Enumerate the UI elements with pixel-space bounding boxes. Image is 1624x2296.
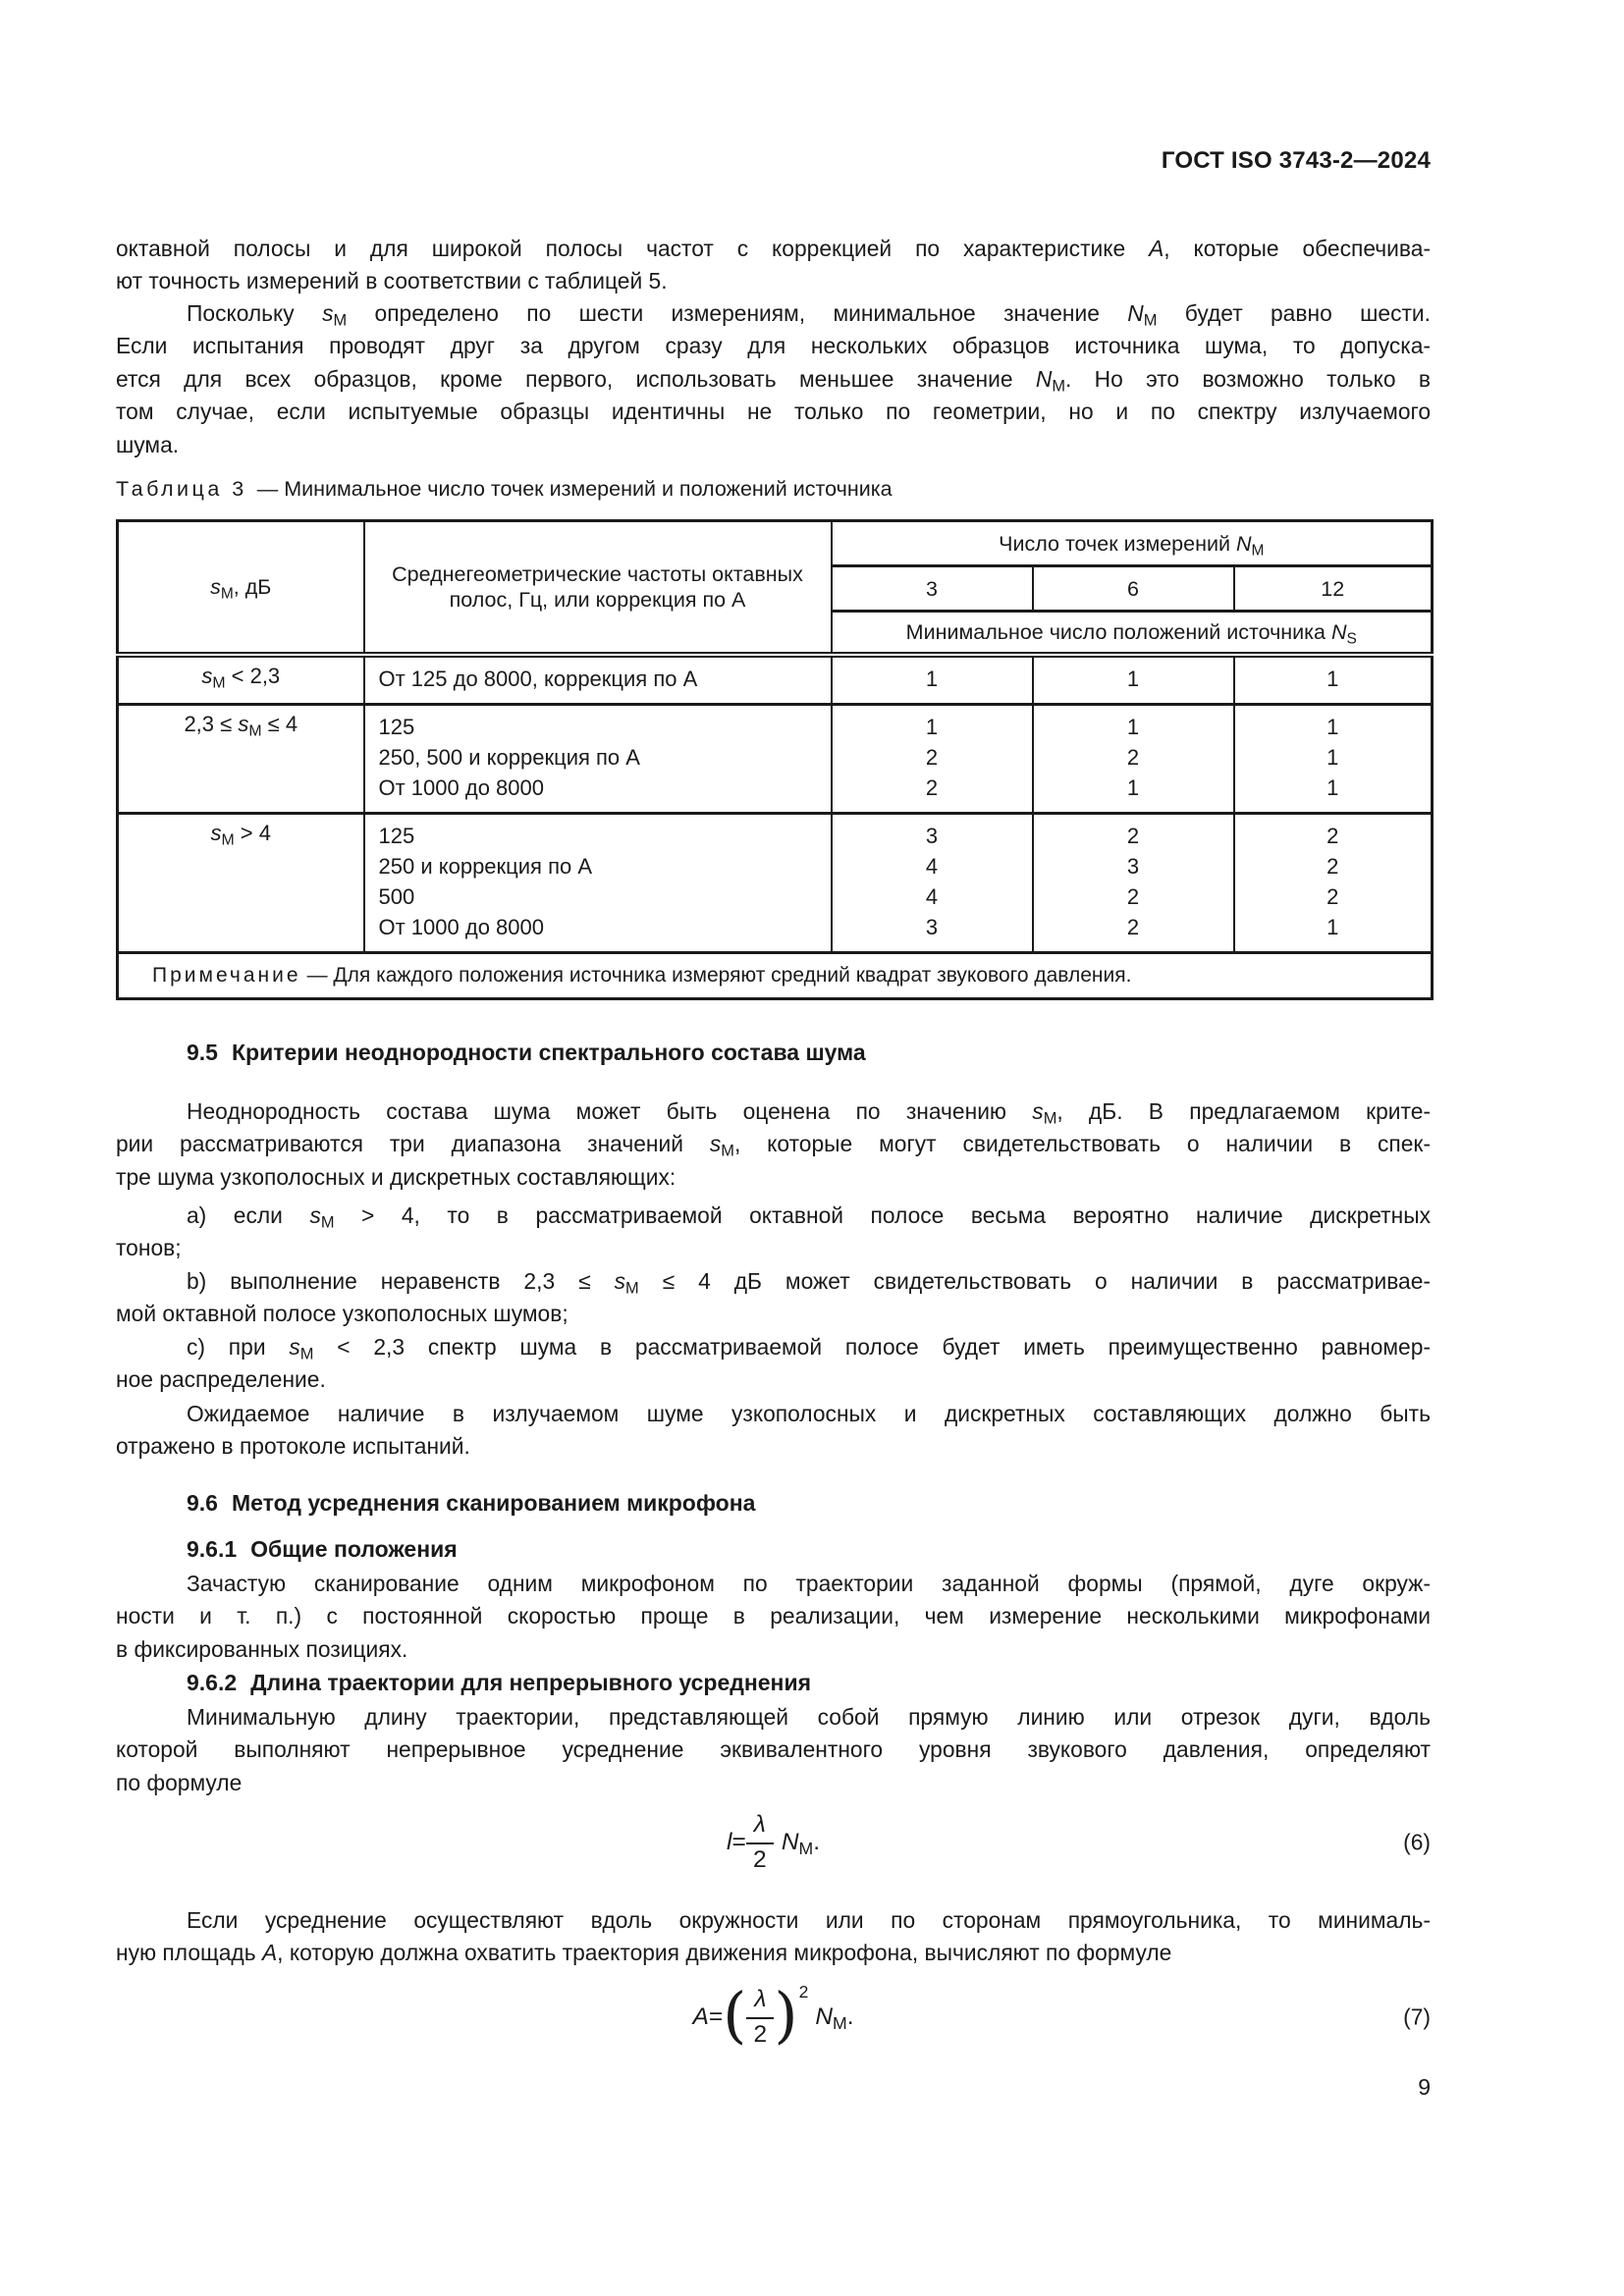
table-caption [116, 477, 1431, 502]
text-line: ную площадь A, которую должна охватить траектория движения микрофона, вычисляют по формуле [116, 1940, 1172, 1966]
cell-sm-range: $s_M < 2,3$ [118, 655, 364, 705]
text-line: шума. [116, 431, 180, 457]
text-line: Неоднородность состава шума может быть оценена по значению $s_M$, дБ. В предлагаемом крите- [187, 1098, 1431, 1128]
header-cell-sm: $s_M$, дБ [118, 521, 364, 655]
text-line: b) выполнение неравенств $2,3 \le s_M \le 4$ дБ может свидетельствовать о наличии в рассматривае- [187, 1268, 1431, 1298]
header-cell-3: 3 [832, 566, 1033, 612]
text-line: в фиксированных позициях. [116, 1635, 408, 1662]
paragraph-circle-averaging [116, 1904, 1431, 1970]
table-row-group [118, 813, 1433, 952]
section-heading-9-6-2: 9.6.2 Длина траектории для непрерывного усреднения [187, 1670, 812, 1695]
cell-values: 3 4 4 3 [832, 813, 1033, 952]
paragraph-octave-band [116, 233, 1431, 298]
table-3 [116, 519, 1434, 1000]
text-line: ют точность измерений в соответствии с таблицей 5. [116, 268, 668, 294]
page-number: 9 [1418, 2074, 1431, 2100]
formula-6 [116, 1804, 1431, 1881]
formula-6-number: (6) [1403, 1829, 1431, 1855]
text-line: Ожидаемое наличие в излучаемом шуме узкополосных и дискретных составляющих должно быть [187, 1401, 1431, 1426]
running-header: ГОСТ ISO 3743-2—2024 [1161, 147, 1431, 174]
list-item-a [116, 1200, 1431, 1265]
text-line: ется для всех образцов, кроме первого, использовать меньшее значение $N_M$. Но это возможно только в [116, 365, 1431, 396]
table-3-note-row [118, 952, 1433, 998]
cell-sm-range: $s_M > 4$ [118, 813, 364, 952]
text-line: ности и т. п.) с постоянной скоростью проще в реализации, чем измерение несколькими микрофонами [116, 1603, 1431, 1629]
text-line: тре шума узкополосных и дискретных составляющих: [116, 1163, 677, 1190]
text-line: ное распределение. [116, 1366, 326, 1393]
equals-sign: = [708, 2003, 724, 2030]
cell-values: 1 2 2 [832, 704, 1033, 813]
cell-values: 2 2 2 1 [1234, 813, 1433, 952]
formula-7-number: (7) [1403, 2003, 1431, 2030]
formula-6-rhs: $N_M$. [781, 1829, 821, 1858]
cell-sm-range: $2,3 \le s_M \le 4$ [118, 704, 364, 813]
list-item-c [116, 1331, 1431, 1397]
header-cell-positions: Минимальное число положений источника $N_S$ [832, 612, 1433, 655]
paragraph-9-6-1 [116, 1568, 1431, 1666]
cell-values: 2 3 2 2 [1033, 813, 1234, 952]
table-caption-title: — Минимальное число точек измерений и положений источника [256, 477, 893, 501]
cell-values: 1 2 1 [1033, 704, 1234, 813]
formula-7-rhs: $N_M$. [815, 2003, 854, 2033]
text-line: тонов; [116, 1235, 182, 1261]
cell-frequencies: 125 250, 500 и коррекция по А От 1000 до 8000 [364, 704, 832, 813]
text-line: которой выполняют непрерывное усреднение эквивалентного уровня звукового давления, определяют [116, 1736, 1431, 1763]
cell-values: 1 [1234, 655, 1433, 705]
table-caption-label: Таблица 3 [116, 477, 247, 501]
text-line: том случае, если испытуемые образцы идентичны не только по геометрии, но и по спектру излучаемого [116, 399, 1431, 425]
header-cell-points: Число точек измерений $N_M$ [832, 521, 1433, 566]
cell-values: 1 1 1 [1234, 704, 1433, 813]
text-line: Если усреднение осуществляют вдоль окружности или по сторонам прямоугольника, то минималь- [187, 1907, 1431, 1933]
list-item-b [116, 1265, 1431, 1331]
text-line: октавной полосы и для широкой полосы частот с коррекцией по характеристике A, которые обеспечива- [116, 236, 1432, 261]
formula-7: A = ( $\frac{\lambda}{2}$ ) 2 $N_M$. (7) [692, 1979, 1431, 2051]
text-line: Минимальную длину траектории, представляющей собой прямую линию или отрезок дуги, вдоль [187, 1704, 1431, 1730]
table-note-cell [118, 952, 1433, 998]
table-3-body [118, 655, 1433, 953]
paragraph-9-6-2 [116, 1701, 1431, 1799]
text-line: Если испытания проводят друг за другом сразу для нескольких образцов источника шума, то допуска- [116, 333, 1431, 359]
paragraph-nm-six [116, 297, 1431, 461]
section-heading-9-6-1: 9.6.1 Общие положения [187, 1536, 458, 1562]
cell-frequencies: От 125 до 8000, коррекция по А [364, 655, 832, 705]
paragraph-expected-noise [116, 1398, 1431, 1464]
fraction-lambda-over-2: $\frac{\lambda}{2}$ [746, 1986, 774, 2049]
header-cell-frequencies: Среднегеометрические частоты октавных полос, Гц, или коррекция по А [364, 521, 832, 655]
fraction-lambda-over-2: $\frac{\lambda}{2}$ [746, 1811, 774, 1874]
text-line: рии рассматриваются три диапазона значений $s_M$, которые могут свидетельствовать о наличии в спек- [116, 1131, 1431, 1160]
text-line: a) если $s_M > 4$, то в рассматриваемой октавной полосе весьма вероятно наличие дискретных [187, 1202, 1431, 1232]
text-line: c) при $s_M < 2,3$ спектр шума в рассматриваемой полосе будет иметь преимущественно равномер- [187, 1334, 1431, 1363]
table-row-group [118, 655, 1433, 705]
table-3-wrapper [116, 519, 1431, 1000]
section-heading-9-5: 9.5 Критерии неоднородности спектрального состава шума [187, 1040, 866, 1065]
text-line: отражено в протоколе испытаний. [116, 1433, 470, 1460]
table-note-text: — Для каждого положения источника измеряют средний квадрат звукового давления. [306, 963, 1132, 987]
cell-values: 1 [832, 655, 1033, 705]
section-heading-9-6: 9.6 Метод усреднения сканированием микрофона [187, 1490, 756, 1516]
text-line: по формуле [116, 1769, 243, 1795]
table-3-header [118, 521, 1433, 655]
table-note-label: Примечание [152, 963, 301, 987]
text-line: мой октавной полосе узкополосных шумов; [116, 1301, 568, 1327]
exponent-2: 2 [798, 1981, 809, 2002]
text-line: Поскольку $s_M$ определено по шести измерениям, минимальное значение $N_M$ будет равно шести. [187, 300, 1431, 330]
cell-frequencies: 125 250 и коррекция по А 500 От 1000 до 8000 [364, 813, 832, 952]
formula-6-lhs: l [726, 1829, 732, 1855]
equals-sign: = [731, 1829, 746, 1855]
paragraph-9-5-intro [116, 1095, 1431, 1194]
text-line: Зачастую сканирование одним микрофоном по траектории заданной формы (прямой, дуге окруж- [187, 1571, 1431, 1596]
cell-values: 1 [1033, 655, 1234, 705]
header-cell-6: 6 [1033, 566, 1234, 612]
header-cell-12: 12 [1234, 566, 1433, 612]
formula-7-lhs: A [692, 2003, 709, 2030]
table-row-group [118, 704, 1433, 813]
